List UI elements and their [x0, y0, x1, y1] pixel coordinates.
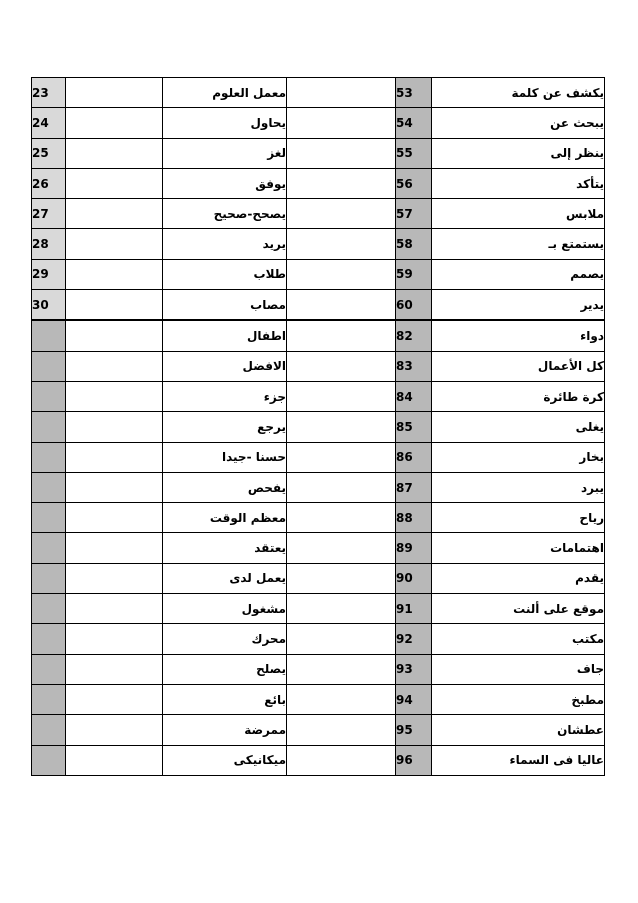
right-word-cell: عاليا فى السماء	[432, 745, 605, 775]
left-number-cell	[32, 684, 66, 714]
left-word-cell: يريد	[163, 229, 287, 259]
right-answer-cell[interactable]	[287, 351, 396, 381]
left-word-cell: يصلح	[163, 654, 287, 684]
right-word-cell: يدير	[432, 290, 605, 321]
left-word-cell: ميكانيكى	[163, 745, 287, 775]
left-answer-cell[interactable]	[66, 381, 163, 411]
right-answer-cell[interactable]	[287, 684, 396, 714]
left-answer-cell[interactable]	[66, 229, 163, 259]
right-word-cell: بخار	[432, 442, 605, 472]
left-word-cell: طلاب	[163, 259, 287, 289]
left-word-cell: لغز	[163, 138, 287, 168]
right-word-cell: يستمتع بـ	[432, 229, 605, 259]
table-row	[32, 199, 605, 229]
table-row	[32, 290, 605, 321]
right-answer-cell[interactable]	[287, 199, 396, 229]
left-word-cell: اطفال	[163, 320, 287, 351]
left-number-cell	[32, 412, 66, 442]
right-answer-cell[interactable]	[287, 503, 396, 533]
right-number-cell: 86	[396, 442, 432, 472]
right-answer-cell[interactable]	[287, 108, 396, 138]
right-number-cell: 96	[396, 745, 432, 775]
left-word-cell: يعمل لدى	[163, 563, 287, 593]
left-word-cell: جزء	[163, 381, 287, 411]
left-word-cell: مشغول	[163, 594, 287, 624]
table-row	[32, 351, 605, 381]
right-number-cell: 60	[396, 290, 432, 321]
right-answer-cell[interactable]	[287, 138, 396, 168]
left-answer-cell[interactable]	[66, 563, 163, 593]
right-word-cell: موقع على ألنت	[432, 594, 605, 624]
left-number-cell	[32, 654, 66, 684]
left-answer-cell[interactable]	[66, 320, 163, 351]
right-number-cell: 57	[396, 199, 432, 229]
left-number-cell	[32, 320, 66, 351]
left-answer-cell[interactable]	[66, 199, 163, 229]
left-answer-cell[interactable]	[66, 533, 163, 563]
vocabulary-table-body	[32, 78, 605, 776]
left-answer-cell[interactable]	[66, 684, 163, 714]
left-number-cell	[32, 745, 66, 775]
right-number-cell: 56	[396, 168, 432, 198]
right-word-cell: ملابس	[432, 199, 605, 229]
right-number-cell: 54	[396, 108, 432, 138]
left-answer-cell[interactable]	[66, 442, 163, 472]
table-row	[32, 533, 605, 563]
right-number-cell: 95	[396, 715, 432, 745]
right-answer-cell[interactable]	[287, 381, 396, 411]
right-word-cell: يكشف عن كلمة	[432, 78, 605, 108]
left-number-cell: 29	[32, 259, 66, 289]
right-word-cell: عطشان	[432, 715, 605, 745]
vocabulary-sheet	[31, 77, 604, 776]
left-answer-cell[interactable]	[66, 138, 163, 168]
left-number-cell: 30	[32, 290, 66, 321]
right-word-cell: اهتمامات	[432, 533, 605, 563]
table-row	[32, 138, 605, 168]
right-answer-cell[interactable]	[287, 533, 396, 563]
left-number-cell: 27	[32, 199, 66, 229]
table-row	[32, 654, 605, 684]
right-answer-cell[interactable]	[287, 259, 396, 289]
right-word-cell: يغلى	[432, 412, 605, 442]
left-answer-cell[interactable]	[66, 594, 163, 624]
left-word-cell: يوفق	[163, 168, 287, 198]
left-answer-cell[interactable]	[66, 78, 163, 108]
table-row	[32, 259, 605, 289]
table-row	[32, 108, 605, 138]
table-row	[32, 442, 605, 472]
left-number-cell	[32, 442, 66, 472]
right-number-cell: 93	[396, 654, 432, 684]
table-row	[32, 381, 605, 411]
left-word-cell: الافضل	[163, 351, 287, 381]
right-word-cell: ينظر إلى	[432, 138, 605, 168]
left-word-cell: يرجع	[163, 412, 287, 442]
right-word-cell: كرة طائرة	[432, 381, 605, 411]
table-row	[32, 472, 605, 502]
table-row	[32, 412, 605, 442]
left-number-cell	[32, 563, 66, 593]
left-answer-cell[interactable]	[66, 168, 163, 198]
right-number-cell: 53	[396, 78, 432, 108]
left-number-cell	[32, 381, 66, 411]
table-row	[32, 624, 605, 654]
left-number-cell: 24	[32, 108, 66, 138]
right-word-cell: دواء	[432, 320, 605, 351]
left-number-cell	[32, 594, 66, 624]
right-answer-cell[interactable]	[287, 290, 396, 321]
right-number-cell: 89	[396, 533, 432, 563]
right-number-cell: 87	[396, 472, 432, 502]
right-number-cell: 92	[396, 624, 432, 654]
right-number-cell: 59	[396, 259, 432, 289]
left-word-cell: يعتقد	[163, 533, 287, 563]
right-answer-cell[interactable]	[287, 624, 396, 654]
right-number-cell: 82	[396, 320, 432, 351]
right-number-cell: 88	[396, 503, 432, 533]
left-answer-cell[interactable]	[66, 654, 163, 684]
left-answer-cell[interactable]	[66, 351, 163, 381]
right-word-cell: جاف	[432, 654, 605, 684]
table-row	[32, 320, 605, 351]
right-answer-cell[interactable]	[287, 229, 396, 259]
left-number-cell	[32, 715, 66, 745]
right-word-cell: يقدم	[432, 563, 605, 593]
right-answer-cell[interactable]	[287, 168, 396, 198]
right-answer-cell[interactable]	[287, 563, 396, 593]
left-number-cell	[32, 351, 66, 381]
left-word-cell: مصاب	[163, 290, 287, 321]
right-answer-cell[interactable]	[287, 472, 396, 502]
right-word-cell: مطبخ	[432, 684, 605, 714]
left-word-cell: يصحح-صحيح	[163, 199, 287, 229]
left-number-cell: 26	[32, 168, 66, 198]
table-row	[32, 78, 605, 108]
left-word-cell: معظم الوقت	[163, 503, 287, 533]
right-word-cell: يتأكد	[432, 168, 605, 198]
left-answer-cell[interactable]	[66, 259, 163, 289]
right-number-cell: 58	[396, 229, 432, 259]
left-number-cell	[32, 624, 66, 654]
table-row	[32, 168, 605, 198]
table-row	[32, 229, 605, 259]
table-row	[32, 745, 605, 775]
vocabulary-table	[31, 77, 605, 776]
table-row	[32, 715, 605, 745]
right-answer-cell[interactable]	[287, 745, 396, 775]
right-answer-cell[interactable]	[287, 654, 396, 684]
left-answer-cell[interactable]	[66, 290, 163, 321]
left-word-cell: يحاول	[163, 108, 287, 138]
left-answer-cell[interactable]	[66, 108, 163, 138]
right-word-cell: رياح	[432, 503, 605, 533]
left-answer-cell[interactable]	[66, 472, 163, 502]
right-number-cell: 91	[396, 594, 432, 624]
left-answer-cell[interactable]	[66, 503, 163, 533]
right-number-cell: 94	[396, 684, 432, 714]
right-word-cell: يبحث عن	[432, 108, 605, 138]
left-word-cell: ممرضة	[163, 715, 287, 745]
right-answer-cell[interactable]	[287, 715, 396, 745]
right-answer-cell[interactable]	[287, 442, 396, 472]
table-row	[32, 563, 605, 593]
right-number-cell: 55	[396, 138, 432, 168]
left-word-cell: حسنا -جيدا	[163, 442, 287, 472]
right-number-cell: 83	[396, 351, 432, 381]
left-number-cell: 25	[32, 138, 66, 168]
left-answer-cell[interactable]	[66, 412, 163, 442]
right-answer-cell[interactable]	[287, 320, 396, 351]
right-number-cell: 90	[396, 563, 432, 593]
table-row	[32, 503, 605, 533]
right-word-cell: كل الأعمال	[432, 351, 605, 381]
left-answer-cell[interactable]	[66, 624, 163, 654]
left-number-cell: 23	[32, 78, 66, 108]
right-answer-cell[interactable]	[287, 594, 396, 624]
left-word-cell: محرك	[163, 624, 287, 654]
left-number-cell	[32, 472, 66, 502]
right-number-cell: 85	[396, 412, 432, 442]
left-number-cell	[32, 503, 66, 533]
right-word-cell: يصمم	[432, 259, 605, 289]
left-number-cell: 28	[32, 229, 66, 259]
left-word-cell: يفحص	[163, 472, 287, 502]
right-answer-cell[interactable]	[287, 412, 396, 442]
left-word-cell: بائع	[163, 684, 287, 714]
right-word-cell: مكتب	[432, 624, 605, 654]
table-row	[32, 594, 605, 624]
right-number-cell: 84	[396, 381, 432, 411]
left-answer-cell[interactable]	[66, 715, 163, 745]
table-row	[32, 684, 605, 714]
left-answer-cell[interactable]	[66, 745, 163, 775]
left-word-cell: معمل العلوم	[163, 78, 287, 108]
left-number-cell	[32, 533, 66, 563]
right-word-cell: يبرد	[432, 472, 605, 502]
right-answer-cell[interactable]	[287, 78, 396, 108]
